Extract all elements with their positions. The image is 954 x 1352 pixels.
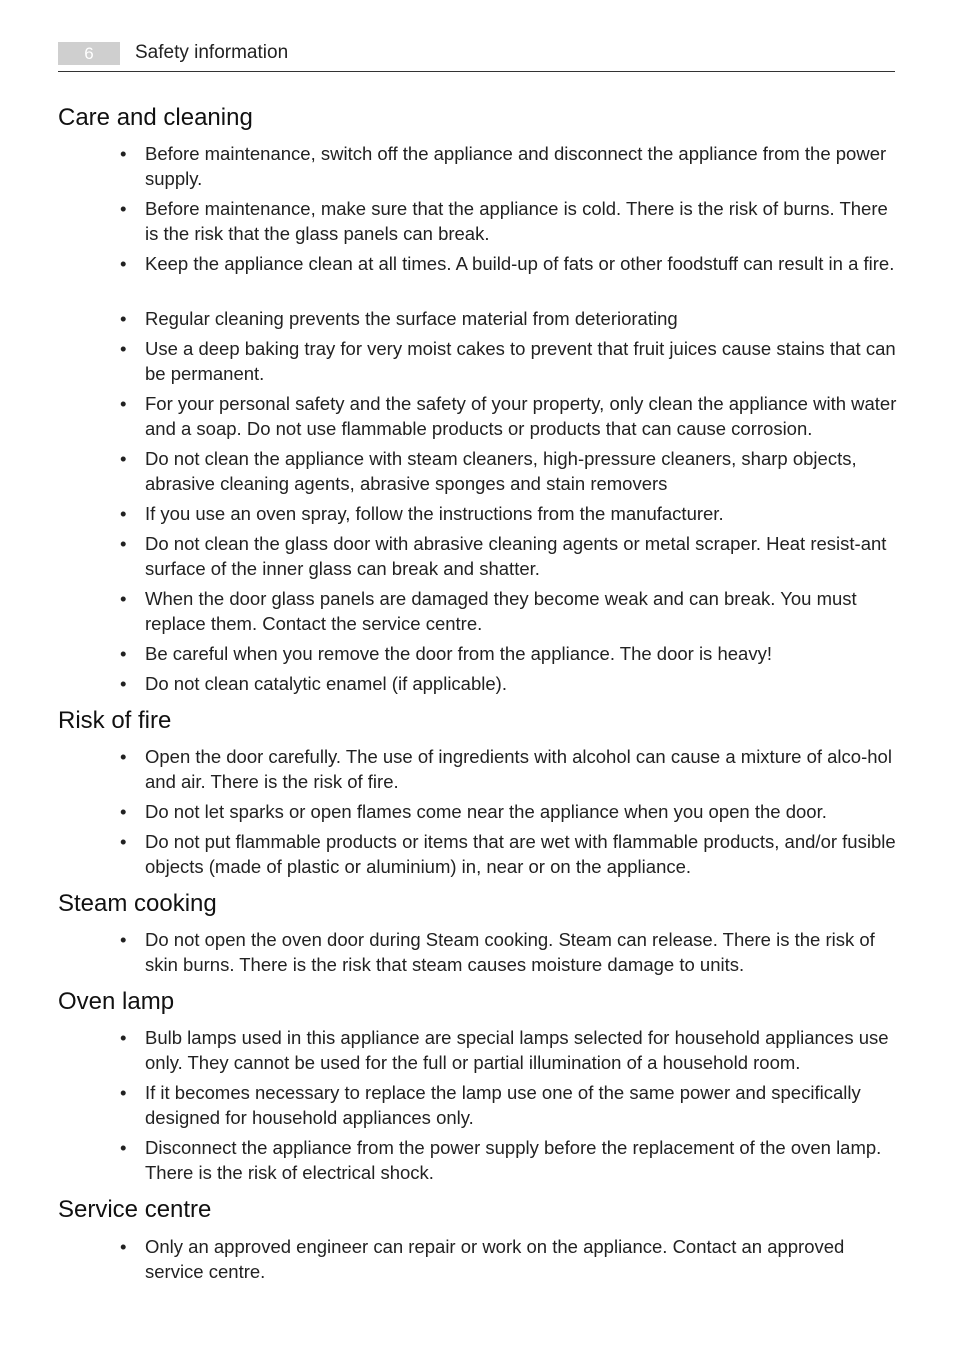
bullet-icon: • bbox=[120, 929, 127, 950]
bullet-icon: • bbox=[120, 533, 127, 554]
bullet-icon: • bbox=[120, 746, 127, 767]
bullet-icon: • bbox=[120, 588, 127, 609]
list-item: • Do not put flammable products or items that are wet with flammable products, and/or fusible objects (made of plastic or aluminium) in, near or on the appliance. bbox=[120, 831, 896, 877]
bullet-icon: • bbox=[120, 393, 127, 414]
bullet-icon: • bbox=[120, 1027, 127, 1048]
section-heading-oven-lamp: Oven lamp bbox=[58, 988, 175, 1015]
list-item: • Regular cleaning prevents the surface material from deteriorating bbox=[120, 308, 678, 329]
list-item: • If it becomes necessary to replace the lamp use one of the same power and specifically designed for household appliances only. bbox=[120, 1082, 861, 1128]
bullet-icon: • bbox=[120, 143, 127, 164]
section-heading-risk-of-fire: Risk of fire bbox=[58, 707, 172, 734]
bullet-icon: • bbox=[120, 503, 127, 524]
bullet-icon: • bbox=[120, 338, 127, 359]
bullet-icon: • bbox=[120, 801, 127, 822]
list-item: • Use a deep baking tray for very moist cakes to prevent that fruit juices cause stains that can be permanent. bbox=[120, 338, 896, 384]
list-item: • Do not let sparks or open flames come near the appliance when you open the door. bbox=[120, 801, 827, 822]
page-header bbox=[58, 40, 895, 72]
bullet-icon: • bbox=[120, 253, 127, 274]
list-item: • Only an approved engineer can repair or work on the appliance. Contact an approved service centre. bbox=[120, 1236, 845, 1282]
list-item: • Do not clean the appliance with steam cleaners, high-pressure cleaners, sharp objects, abrasive cleaning agents, abrasive sponges and stain removers bbox=[120, 448, 857, 494]
bullet-icon: • bbox=[120, 198, 127, 219]
list-item: • Do not clean catalytic enamel (if applicable). bbox=[120, 673, 507, 694]
section-heading-steam-cooking: Steam cooking bbox=[58, 890, 217, 917]
bullet-icon: • bbox=[120, 1137, 127, 1158]
list-item: • Open the door carefully. The use of ingredients with alcohol can cause a mixture of alco-hol and air. There is the risk of fire. bbox=[120, 746, 892, 792]
list-item: • Be careful when you remove the door from the appliance. The door is heavy! bbox=[120, 643, 772, 664]
list-item: • Do not open the oven door during Steam cooking. Steam can release. There is the risk of skin burns. There is the risk that steam causes moisture damage to units. bbox=[120, 929, 875, 975]
bullet-icon: • bbox=[120, 831, 127, 852]
list-item: • Keep the appliance clean at all times. A build-up of fats or other foodstuff can result in a fire. bbox=[120, 253, 895, 274]
bullet-icon: • bbox=[120, 1236, 127, 1257]
list-item: • Do not clean the glass door with abrasive cleaning agents or metal scraper. Heat resist-ant surface of the inner glass can break and shatter. bbox=[120, 533, 887, 579]
list-item: • Disconnect the appliance from the power supply before the replacement of the oven lamp. There is the risk of electrical shock. bbox=[120, 1137, 882, 1183]
bullet-icon: • bbox=[120, 643, 127, 664]
bullet-icon: • bbox=[120, 448, 127, 469]
list-item: • When the door glass panels are damaged they become weak and can break. You must replace them. Contact the service centre. bbox=[120, 588, 857, 634]
list-item: • For your personal safety and the safety of your property, only clean the appliance with water and a soap. Do not use flammable products or products that can cause corrosion. bbox=[120, 393, 897, 439]
bullet-icon: • bbox=[120, 673, 127, 694]
list-item: • If you use an oven spray, follow the instructions from the manufacturer. bbox=[120, 503, 724, 524]
section-heading-service-centre: Service centre bbox=[58, 1196, 212, 1223]
bullet-icon: • bbox=[120, 308, 127, 329]
list-item: • Before maintenance, switch off the appliance and disconnect the appliance from the power supply. bbox=[120, 143, 887, 189]
list-item: • Before maintenance, make sure that the appliance is cold. There is the risk of burns. There is the risk that the glass panels can break. bbox=[120, 198, 888, 244]
page-number: 6 bbox=[58, 42, 120, 65]
bullet-icon: • bbox=[120, 1082, 127, 1103]
list-item: • Bulb lamps used in this appliance are special lamps selected for household appliances use only. They cannot be used for the full or partial illumination of a household room. bbox=[120, 1027, 889, 1073]
section-heading-care-and-cleaning: Care and cleaning bbox=[58, 104, 253, 131]
header-title: Safety information bbox=[135, 42, 289, 63]
